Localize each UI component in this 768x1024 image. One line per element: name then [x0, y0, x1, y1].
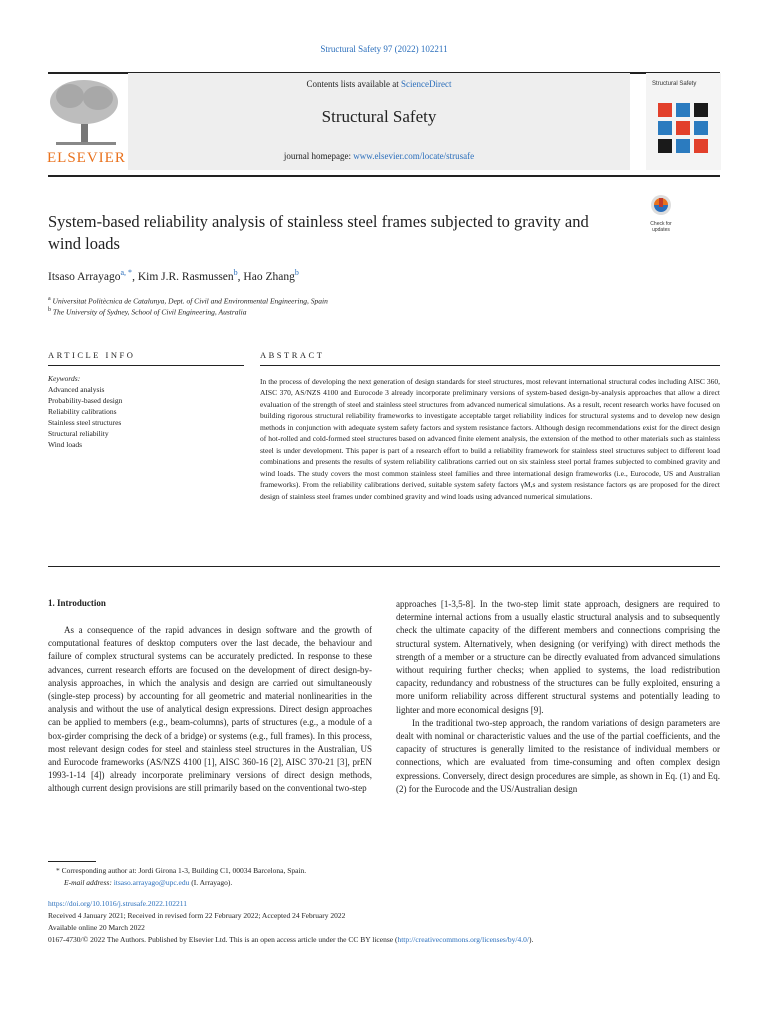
license-link[interactable]: http://creativecommons.org/licenses/by/4.0/ [397, 935, 529, 944]
elsevier-tree-logo [44, 76, 126, 148]
abstract-rule [260, 365, 720, 366]
check-for-updates-badge[interactable] [644, 194, 678, 234]
affiliation-b: $^b$ The University of Sydney, School of Civil Engineering, Australia [48, 307, 247, 317]
journal-cover-image[interactable] [646, 73, 721, 170]
keyword: Stainless steel structures [48, 418, 122, 427]
author-name[interactable]: Itsaso Arrayago [48, 270, 121, 283]
email-note: E-mail address: itsaso.arrayago@upc.edu (I. Arrayago). [64, 878, 233, 887]
intro-left-column [48, 624, 372, 796]
intro-right-column [396, 598, 720, 796]
sciencedirect-link[interactable]: ScienceDirect [401, 79, 452, 89]
keywords-label: Keywords: [48, 374, 81, 383]
homepage-link[interactable]: www.elsevier.com/locate/strusafe [353, 151, 475, 161]
available-online: Available online 20 March 2022 [48, 923, 145, 932]
doi-link[interactable]: https://doi.org/10.1016/j.strusafe.2022.102211 [48, 899, 187, 908]
header-bottom-rule [48, 175, 720, 177]
keywords-block [48, 373, 122, 450]
keyword: Wind loads [48, 440, 83, 449]
received-dates: Received 4 January 2021; Received in revised form 22 February 2022; Accepted 24 February 2022 [48, 911, 346, 920]
check-updates-label: Check for updates [650, 221, 672, 233]
cover-title: Structural Safety [652, 81, 697, 87]
author-name[interactable]: Hao Zhang [243, 270, 295, 283]
journal-name: Structural Safety [321, 107, 437, 126]
journal-citation[interactable]: Structural Safety 97 (2022) 102211 [320, 44, 448, 54]
affiliation-a: $^a$ Universitat Politècnica de Catalunya, Dept. of Civil and Environmental Engineering, Spain [48, 296, 328, 306]
abstract-bottom-rule [48, 566, 720, 567]
elsevier-wordmark: ELSEVIER [47, 150, 126, 166]
license-line: 0167-4730/© 2022 The Authors. Published by Elsevier Ltd. This is an open access article under the CC BY license (http://creativecommons.org/licenses/by/4.0/). [48, 935, 534, 944]
corresponding-author-note: * Corresponding author at: Jordi Girona 1-3, Building C1, 00034 Barcelona, Spain. [56, 866, 307, 875]
article-title: System-based reliability analysis of stainless steel frames subjected to gravity and wind loads [48, 212, 589, 253]
section-heading-introduction: 1. Introduction [48, 598, 106, 608]
keyword: Reliability calibrations [48, 407, 117, 416]
check-updates-icon [644, 194, 678, 216]
keyword: Advanced analysis [48, 385, 105, 394]
article-info-heading: ARTICLE INFO [48, 350, 136, 360]
article-info-rule [48, 365, 244, 366]
email-link[interactable]: itsaso.arrayago@upc.edu [113, 878, 190, 887]
journal-homepage: journal homepage: www.elsevier.com/locate/strusafe [283, 151, 475, 161]
keyword: Structural reliability [48, 429, 109, 438]
footnote-rule [48, 861, 96, 862]
abstract-text: In the process of developing the next generation of design standards for steel structures, most relevant international structural codes including AISC 360, AISC 370, AS/NZS 4100 and Eurocode 3 already incorporate preliminary versions of system-based design-by-analysis approaches that allow a direct evaluation of the strength of steel and stainless steel structures from advanced numerical simulations. As a result, recent research works have focused on building rigorous structural reliability frameworks to investigate acceptable target reliability indices for structural systems and to develop new design methods in conjunction with adequate system safety factors and system resistance factors. Although design recommendations exist for the direct design of hot-rolled and cold-formed steel structures based on advanced finite element analysis, the extension of the method to other materials such as stainless steel is under development. This paper is part of a research effort to build a reliability framework for stainless steel structures subject to different load combinations and presents the results of system reliability calibrations carried out on six stainless steel portal frames subjected to combined gravity and wind loads. The study covers the most common stainless steel families and three international design frameworks (i.e., Eurocode, US and Australian frameworks). From the reliability calibrations derived, suitable system safety factors γM,s and system resistance factors φs are proposed for the direct design of stainless steel frames under combined gravity and wind loads using advanced numerical simulations. [260, 377, 720, 501]
contents-line: Contents lists available at ScienceDirect [306, 79, 452, 89]
abstract-heading: ABSTRACT [260, 350, 325, 360]
intro-paragraph: As a consequence of the rapid advances in design software and the growth of computational features of desktop computers over the last decade, the behaviour and failure of complex structural systems can be accurately predicted. In response to these advances, current research efforts are focused on the development of direct design-by-analysis approaches, in which the analysis and design are carried out simultaneously (single-step process) by accounting for all geometric and material nonlinearities in the analysis and without the use of analytical design expressions. Direct design approaches can be applied to members (e.g., beam-columns), parts of structures (e.g., a module of a box-girder comprising the deck of a bridge) or systems (e.g., full frames). In this process, most relevant design codes for steel and stainless steel structures in the Australian, US and Eurocode frameworks (AS/NZS 4100 [1], AISC 360-16 [2], AISC 370-21 [3], prEN 1993-1-14 [4]) already incorporate preliminary versions of direct design methods, although current design provisions are still primarily based on the conventional two-step [48, 625, 372, 794]
intro-paragraph: approaches [1-3,5-8]. In the two-step limit state approach, designers are required to determine internal actions from a usually elastic structural analysis and to subsequently check the ultimate capacity of the different members and connections comprising the structural system. Alternatively, when designing (or verifying) with direct methods the strength of a member or a structure can be directly evaluated from advanced simulations without requiring further checks; when applied to systems, the load redistribution capacity, redundancy and robustness of the structures can be fully exploited, ensuring a more uniform reliability across different structural systems and potentially leading to lighter and more economical designs [9]. [396, 599, 720, 715]
author-affiliation-mark[interactable]: b [294, 268, 299, 277]
author-list: Itsaso Arrayago$^{a, *}$, Kim J.R. Rasmussen$^b$, Hao Zhang$^b$ [48, 268, 299, 283]
author-affiliation-mark[interactable]: a, * [120, 268, 133, 277]
author-name[interactable]: Kim J.R. Rasmussen [137, 270, 234, 283]
intro-paragraph: In the traditional two-step approach, the random variations of design parameters are dealt with nominal or characteristic values and the use of the partial coefficients, and the capacity of structures is generally limited to the resistance of individual members or connections, which are evaluated from time-consuming and often complex design expressions. Conversely, direct design procedures are simple, as shown in Eq. (1) and Eq. (2) for the Eurocode and the US/Australian design [396, 717, 720, 794]
author-affiliation-mark[interactable]: b [233, 268, 238, 277]
keyword: Probability-based design [48, 396, 123, 405]
